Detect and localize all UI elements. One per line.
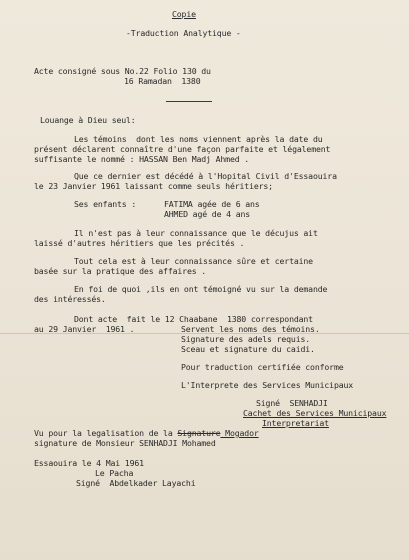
legalisation-line-1 xyxy=(34,428,259,438)
child-2: AHMED agé de 4 ans xyxy=(164,209,251,219)
adels-signature-line: Signature des adels requis. xyxy=(181,334,311,344)
pacha-title: Le Pacha xyxy=(95,468,134,478)
paragraph-5-line-2: des intéressés. xyxy=(34,294,106,304)
paragraph-4-line-1: Tout cela est à leur connaissance sûre et certaine xyxy=(74,256,313,266)
paragraph-3-line-2: laissé d'autres héritiers que les précités . xyxy=(34,238,245,248)
paragraph-6-line-1: Dont acte fait le 12 Chaabane 1380 correspondant xyxy=(74,314,313,324)
pacha-signature: Signé Abdelkader Layachi xyxy=(76,478,196,488)
interpretariat-line: Interpretariat xyxy=(262,418,329,428)
paragraph-4-line-2: basée sur la pratique des affaires . xyxy=(34,266,207,276)
caid-seal-line: Sceau et signature du caidi. xyxy=(181,344,315,354)
place-date-line: Essaouira le 4 Mai 1961 xyxy=(34,458,144,468)
legalisation-text: Vu pour la legalisation de la xyxy=(34,428,173,438)
legalisation-line-2: signature de Monsieur SENHADJI Mohamed xyxy=(34,438,216,448)
signed-senhadji: Signé SENHADJI xyxy=(256,398,328,408)
witnesses-names-line: Servent les noms des témoins. xyxy=(181,324,320,334)
child-1: FATIMA agée de 6 ans xyxy=(164,199,260,209)
copy-title: Copie xyxy=(172,9,196,19)
paragraph-1-line-2: présent déclarent connaître d'une façon parfaite et légalement xyxy=(34,144,331,154)
municipal-stamp-line: Cachet des Services Municipaux xyxy=(243,408,387,418)
paragraph-5-line-1: En foi de quoi ,ils en ont témoigné vu sur la demande xyxy=(74,284,328,294)
children-label: Ses enfants : xyxy=(74,199,137,209)
paragraph-2-line-1: Que ce dernier est décédé à l'Hopital Civil d'Essaouira xyxy=(74,171,337,181)
paragraph-6-line-2: au 29 Janvier 1961 . xyxy=(34,324,135,334)
acte-line-2: 16 Ramadan 1380 xyxy=(124,76,201,86)
paragraph-1-line-1: Les témoins dont les noms viennent après la date du xyxy=(74,134,323,144)
mogador-word: Mogador xyxy=(220,428,259,438)
interpreter-line: L'Interprete des Services Municipaux xyxy=(181,380,354,390)
paragraph-3-line-1: Il n'est pas à leur connaissance que le décujus ait xyxy=(74,228,318,238)
paragraph-1-line-3: suffisante le nommé : HASSAN Ben Madj Ahmed . xyxy=(34,154,250,164)
acte-line-1: Acte consigné sous No.22 Folio 130 du xyxy=(34,66,211,76)
separator-rule xyxy=(166,101,212,102)
translation-title: -Traduction Analytique - xyxy=(126,28,241,38)
struck-word: Signature xyxy=(177,428,221,438)
paragraph-2-line-2: le 23 Janvier 1961 laissant comme seuls héritiers; xyxy=(34,181,273,191)
louange-line: Louange à Dieu seul: xyxy=(40,115,136,125)
certified-translation-line: Pour traduction certifiée conforme xyxy=(181,362,344,372)
